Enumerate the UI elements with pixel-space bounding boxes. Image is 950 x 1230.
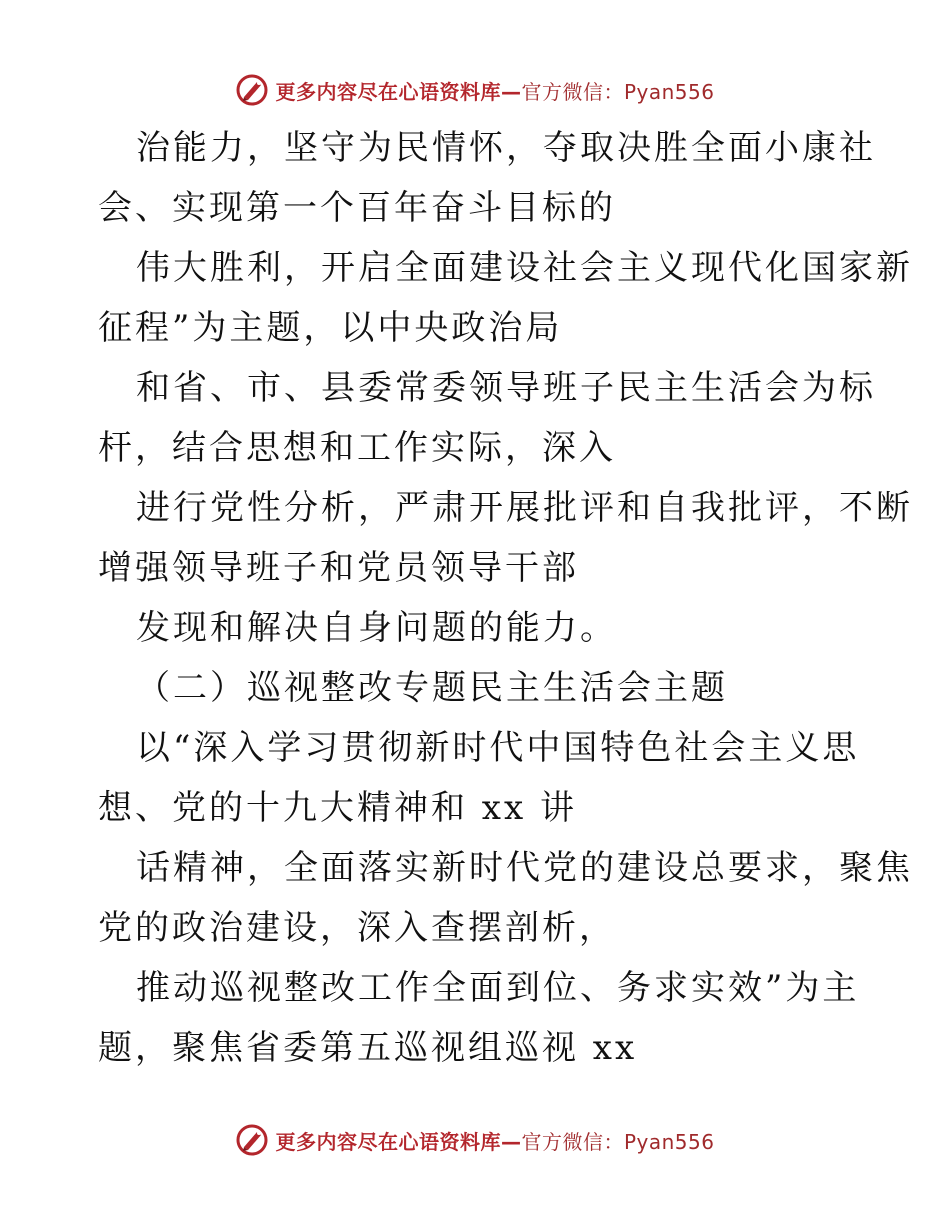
text-line: 进行党性分析，严肃开展批评和自我批评，不断: [136, 488, 913, 528]
header-banner-text: [275, 76, 714, 105]
text-line: 治能力，坚守为民情怀，夺取决胜全面小康社: [136, 128, 876, 168]
section-heading: （二）巡视整改专题民主生活会主题: [136, 668, 728, 708]
text-line: 发现和解决自身问题的能力。: [136, 608, 617, 648]
text-line: 想、党的十九大精神和 xx 讲: [98, 788, 577, 828]
text-line: 题，聚焦省委第五巡视组巡视 xx: [98, 1028, 638, 1068]
text-line: 杆，结合思想和工作实际，深入: [98, 428, 616, 468]
text-line: 以“深入学习贯彻新时代中国特色社会主义思: [136, 728, 860, 768]
document-body: [98, 118, 913, 1078]
footer-banner-separator: —: [500, 1129, 522, 1154]
footer-banner-wechat: 官方微信：Pyan556: [521, 1129, 715, 1154]
pen-circle-logo-icon: [235, 73, 269, 107]
header-banner-separator: —: [500, 79, 522, 104]
text-line: 推动巡视整改工作全面到位、务求实效”为主: [136, 968, 860, 1008]
text-line: 征程”为主题，以中央政治局: [98, 308, 563, 348]
text-line: 伟大胜利，开启全面建设社会主义现代化国家新: [136, 248, 913, 288]
header-banner: [0, 70, 950, 110]
text-line: 话精神，全面落实新时代党的建设总要求，聚焦: [136, 848, 913, 888]
text-line: 增强领导班子和党员领导干部: [98, 548, 579, 588]
text-line: 会、实现第一个百年奋斗目标的: [98, 188, 616, 228]
pen-circle-logo-icon: [235, 1123, 269, 1157]
footer-banner-main: 更多内容尽在心语资料库: [275, 1129, 501, 1154]
text-line: 和省、市、县委常委领导班子民主生活会为标: [136, 368, 876, 408]
text-line: 党的政治建设，深入查摆剖析，: [98, 908, 616, 948]
footer-banner: [0, 1120, 950, 1160]
header-banner-wechat: 官方微信：Pyan556: [521, 79, 715, 104]
footer-banner-text: [275, 1126, 714, 1155]
header-banner-main: 更多内容尽在心语资料库: [275, 79, 501, 104]
